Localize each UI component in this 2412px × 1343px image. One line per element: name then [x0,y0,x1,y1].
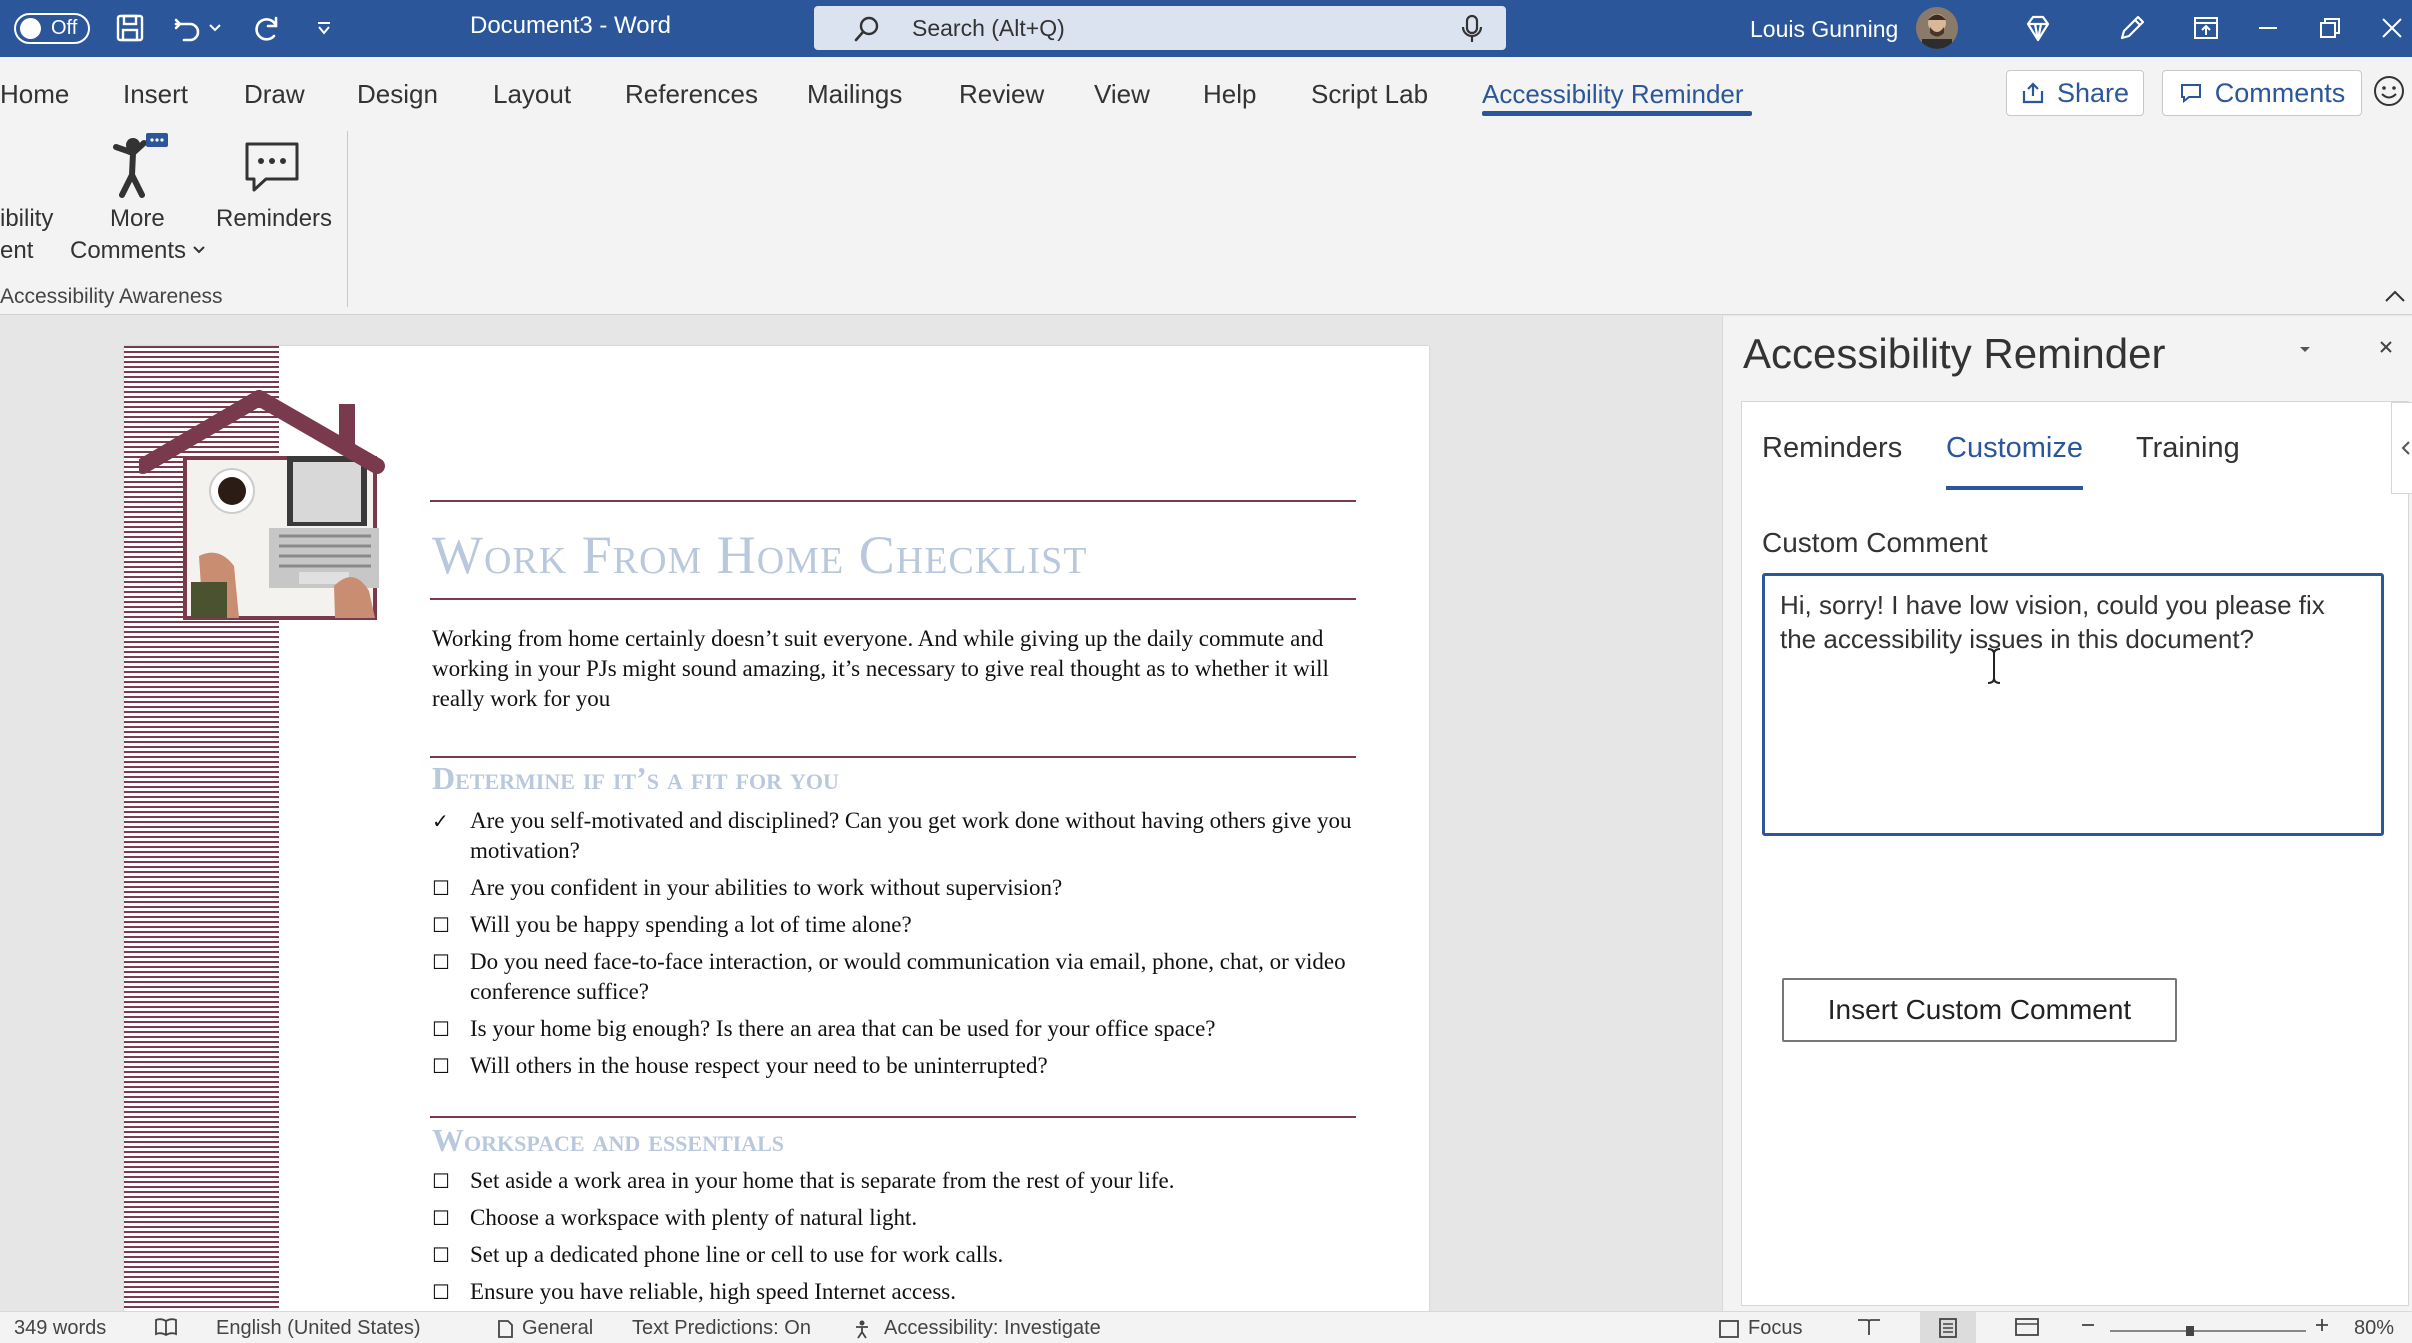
checkbox[interactable]: ☐ [432,876,450,900]
more-comments-dropdown-icon[interactable] [192,245,206,255]
sensitivity[interactable] [496,1317,593,1340]
list-item-text: Will others in the house respect your need to be uninterrupted? [470,1053,1048,1078]
ribbon-display-options-icon[interactable] [2186,8,2226,48]
group-separator [347,131,348,307]
autosave-toggle[interactable] [14,13,90,44]
zoom-level-text: 80% [2354,1317,2395,1339]
tab-draw[interactable]: Draw [244,79,305,109]
share-button[interactable] [2006,70,2144,116]
redo-icon[interactable] [246,8,286,48]
search-box[interactable] [814,6,1506,50]
house-laptop-image [139,386,439,626]
zoom-level[interactable] [2354,1317,2394,1340]
tab-insert[interactable]: Insert [123,79,189,109]
list-item [432,910,1352,940]
checkbox[interactable]: ☐ [432,1054,450,1078]
checkbox[interactable]: ✓ [432,809,449,833]
ribbon [0,117,2412,315]
checkbox[interactable]: ☐ [432,1169,450,1193]
checkbox[interactable]: ☐ [432,950,450,974]
accessibility-text: Accessibility: Investigate [884,1317,1101,1339]
clipped-button-label-line1[interactable]: ibility [0,205,54,232]
save-icon[interactable] [110,8,150,48]
list-item [432,1277,1352,1307]
checklist [432,806,1352,1088]
undo-dropdown-icon[interactable] [205,8,225,48]
search-placeholder: Search (Alt+Q) [912,14,1065,41]
status-bar [0,1311,2412,1343]
pane-options-dropdown-icon[interactable] [2299,346,2311,354]
list-item-text: Are you self-motivated and disciplined? Can you get work done without having others give you motivation? [470,808,1352,863]
toggle-knob [20,18,41,39]
comments-button[interactable] [2162,70,2362,116]
restore-icon[interactable] [2310,8,2350,48]
tab-training[interactable]: Training [2136,432,2240,464]
more-comments-icon[interactable] [108,133,170,199]
tab-customize[interactable]: Customize [1946,432,2083,464]
tab-home[interactable]: Home [0,79,70,109]
custom-comment-input[interactable] [1762,573,2384,836]
comments-label: Comments [2214,77,2346,108]
zoom-in-icon[interactable] [2314,1317,2330,1333]
text-predictions[interactable] [632,1317,811,1340]
tab-mailings[interactable]: Mailings [807,79,903,109]
title-bar [0,0,2412,57]
group-label: Accessibility Awareness [0,285,223,308]
list-item-text: Ensure you have reliable, high speed Internet access. [470,1279,956,1304]
custom-comment-label: Custom Comment [1762,527,1988,558]
section-heading: Determine if it’s a fit for you [432,760,839,796]
print-layout-icon[interactable] [1920,1312,1976,1343]
list-item [432,1203,1352,1233]
premium-diamond-icon[interactable] [2018,8,2058,48]
checkbox[interactable]: ☐ [432,1017,450,1041]
list-item-text: Do you need face-to-face interaction, or would communication via email, phone, chat, or video conference suffice? [470,949,1346,1004]
tab-help[interactable]: Help [1203,79,1257,109]
language-text: English (United States) [216,1317,421,1339]
list-item [432,1166,1352,1196]
list-item [432,873,1352,903]
accessibility-icon [852,1319,876,1339]
word-count[interactable] [14,1317,106,1340]
tab-script-lab[interactable]: Script Lab [1311,79,1429,109]
language[interactable] [216,1317,421,1340]
focus-mode[interactable] [1718,1317,1802,1340]
more-comments-label-line2[interactable]: Comments [70,237,187,264]
comment-icon [2179,81,2203,105]
minimize-icon[interactable] [2248,8,2288,48]
reminders-label[interactable]: Reminders [216,205,333,232]
title-rule-bottom [430,598,1356,600]
document-title: Document3 - Word [470,12,671,39]
tab-layout[interactable]: Layout [493,79,572,109]
document-page[interactable] [124,346,1429,1311]
active-tab-indicator [1482,111,1752,116]
active-pane-tab-indicator [1946,486,2083,490]
tab-references[interactable]: References [625,79,758,109]
pane-close-icon[interactable] [2379,340,2393,354]
section-heading: Workspace and essentials [432,1122,785,1158]
zoom-slider[interactable] [2110,1326,2306,1336]
chevron-left-icon [2401,440,2411,456]
text-predictions-text: Text Predictions: On [632,1317,811,1339]
avatar[interactable] [1916,7,1958,49]
feedback-smiley-icon[interactable] [2372,74,2406,108]
customize-toolbar-icon[interactable] [304,8,344,48]
focus-icon [1718,1319,1740,1339]
pane-title: Accessibility Reminder [1743,330,2166,377]
pen-icon[interactable] [2112,8,2152,48]
close-icon[interactable] [2372,8,2412,48]
user-name[interactable]: Louis Gunning [1750,16,1899,42]
list-item-text: Choose a workspace with plenty of natural light. [470,1205,918,1230]
proofing-book-icon[interactable] [154,1317,178,1337]
list-item [432,1240,1352,1270]
collapse-panel-button[interactable] [2391,402,2412,494]
undo-icon[interactable] [168,8,208,48]
zoom-out-icon[interactable] [2080,1317,2096,1333]
web-layout-icon[interactable] [2014,1317,2040,1337]
sensitivity-icon [496,1319,514,1339]
read-mode-icon[interactable] [1856,1317,1882,1337]
autosave-state: Off [51,17,78,39]
tab-reminders[interactable]: Reminders [1762,432,1903,464]
section-rule [430,1116,1356,1118]
insert-custom-comment-button[interactable]: Insert Custom Comment [1782,978,2177,1042]
list-item [432,947,1352,1007]
tab-design[interactable]: Design [357,79,438,109]
collapse-ribbon-icon[interactable] [2384,289,2406,303]
checkbox[interactable]: ☐ [432,913,450,937]
list-item-text: Is your home big enough? Is there an area that can be used for your office space? [470,1016,1216,1041]
text-cursor-icon [1984,647,2004,685]
list-item [432,806,1352,866]
page-title: Work From Home Checklist [432,525,1088,585]
accessibility-status[interactable] [852,1317,1101,1340]
checkbox[interactable]: ☐ [432,1243,450,1267]
task-pane [1722,316,2412,1311]
clipped-button-label-line2[interactable]: ent [0,237,34,264]
reminders-icon[interactable] [244,141,300,193]
list-item [432,1051,1352,1081]
list-item [432,1014,1352,1044]
list-item-text: Set aside a work area in your home that is separate from the rest of your life. [470,1168,1175,1193]
more-comments-label-line1[interactable]: More [110,205,165,232]
title-rule-top [430,500,1356,502]
microphone-icon[interactable] [1460,13,1484,45]
tab-view[interactable]: View [1094,79,1150,109]
word-count-text: 349 words [14,1317,107,1339]
share-icon [2021,81,2045,105]
pane-content [1741,401,2409,1306]
list-item-text: Will you be happy spending a lot of time alone? [470,912,912,937]
tab-review[interactable]: Review [959,79,1045,109]
search-icon [852,14,882,44]
list-item-text: Are you confident in your abilities to work without supervision? [470,875,1063,900]
share-label: Share [2056,77,2130,108]
section-rule [430,756,1356,758]
focus-text: Focus [1748,1317,1803,1339]
checklist [432,1166,1352,1311]
checkbox[interactable]: ☐ [432,1280,450,1304]
intro-paragraph: Working from home certainly doesn’t suit everyone. And while giving up the daily commute and working in your PJs might sound amazing, it’s necessary to give real thought as to whether it will really work for you [432,626,1329,711]
tab-accessibility-reminder[interactable]: Accessibility Reminder [1482,79,1744,109]
list-item-text: Set up a dedicated phone line or cell to use for work calls. [470,1242,1004,1267]
checkbox[interactable]: ☐ [432,1206,450,1230]
document-canvas[interactable] [0,316,1722,1311]
sensitivity-text: General [522,1317,594,1339]
